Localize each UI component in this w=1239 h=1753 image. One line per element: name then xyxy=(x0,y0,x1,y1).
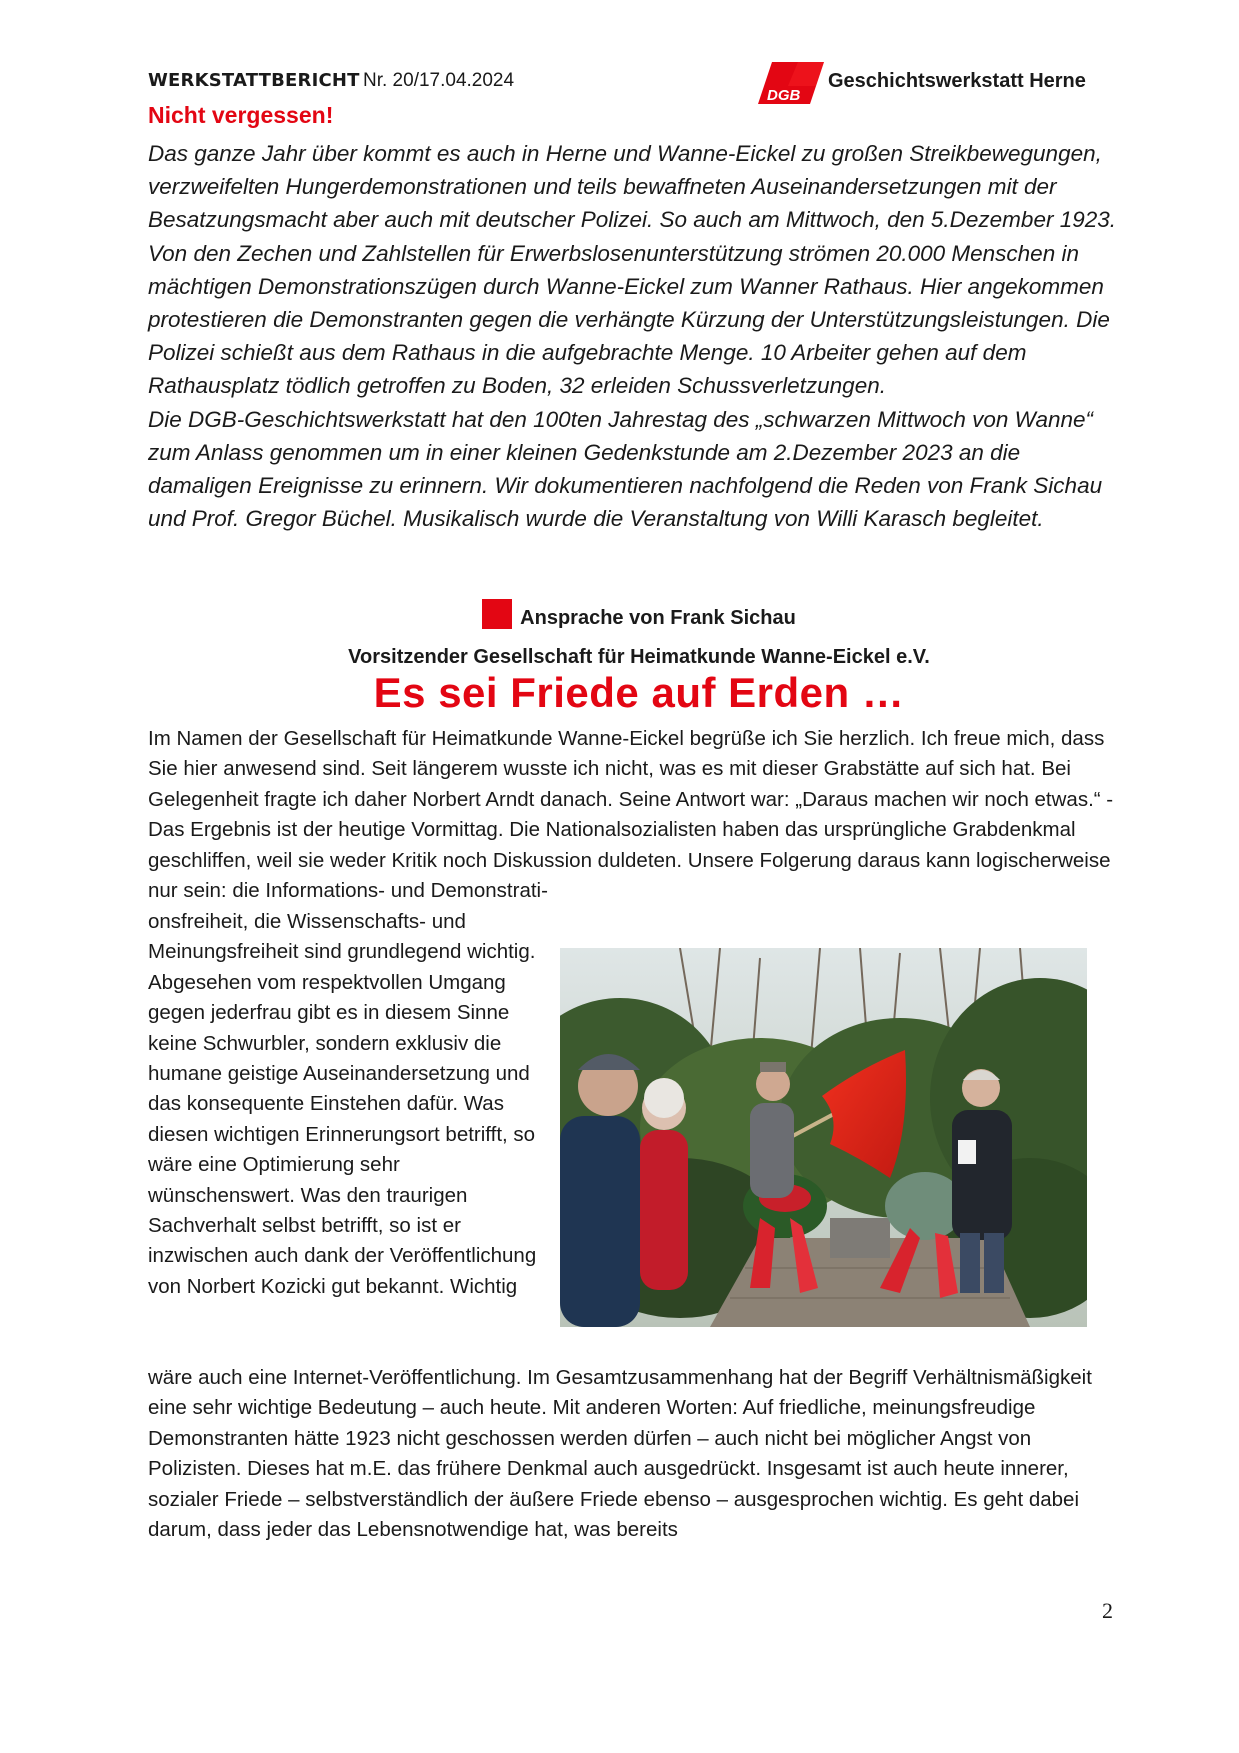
intro-paragraph: Das ganze Jahr über kommt es auch in Herne und Wanne-Eickel zu großen Streikbewegungen, verzweifelten Hungerdemonstrationen und teils bewaffneten Auseinandersetzungen mit der Besatzungsmacht aber auch mit deutscher Polizei. So auch am Mittwoch, den 5.Dezember 1923. Von den Zechen und Zahlstellen für Erwerbslosenunterstützung strömen 20.000 Menschen in mächtigen Demonstrationszügen durch Wanne-Eickel zum Wanner Rathaus. Hier angekommen protestieren die Demonstranten gegen die verhängte Kürzung der Unterstützungsleistungen. Die Polizei schießt aus dem Rathaus in die aufgebrachte Menge. 10 Arbeiter gehen auf dem Rathausplatz tödlich getroffen zu Boden, 32 erleiden Schussverletzungen. xyxy=(148,141,1117,399)
page-number: 2 xyxy=(1102,1598,1113,1623)
speaker-name: Ansprache von Frank Sichau xyxy=(520,607,796,629)
speaker-block xyxy=(148,603,1130,672)
speech-text-left: onsfreiheit, die Wissenschafts- und Meinungsfreiheit sind grundlegend wichtig. Abgesehen vom respektvollen Umgang gegen jederfrau gibt es in diesem Sinne keine Schwurbler, sondern exklusiv die humane geistige Auseinandersetzung und das konsequente Einstehen dafür. Was diesen wichtigen Erinnerungsort betrifft, so wäre eine Optimierung sehr wünschenswert. Was den traurigen Sachverhalt selbst betrifft, so ist er inzwischen auch dank der Veröffentlichung von Norbert Kozicki gut bekannt. Wichtig xyxy=(148,910,537,1298)
organization-name: Geschichtswerkstatt Herne xyxy=(828,70,1086,92)
speech-text-full: Im Namen der Gesellschaft für Heimatkunde Wanne-Eickel begrüße ich Sie herzlich. Ich freue mich, dass Sie hier anwesend sind. Seit längerem wusste ich nicht, was es mit dieser Grabstätte auf sich hat. Bei Gelegenheit fragte ich daher Norbert Arndt danach. Seine Antwort war: „Daraus machen wir noch etwas.“ - Das Ergebnis ist der heutige Vormittag. Die Nationalsozialisten haben das ursprüngliche Grabdenkmal geschliffen, weil sie weder Kritik noch Diskussion duldeten. Unsere Folgerung daraus kann logischerweise nur sein: die Informations- und Demonstrati- xyxy=(148,727,1114,903)
intro-title: Nicht vergessen! xyxy=(148,102,334,128)
speaker-role: Vorsitzender Gesellschaft für Heimatkunde Wanne-Eickel e.V. xyxy=(348,646,930,668)
dgb-logo xyxy=(758,62,824,104)
memorial-photo-image xyxy=(560,948,1087,1327)
speech-title: Es sei Friede auf Erden … xyxy=(373,669,905,716)
red-square-icon xyxy=(482,599,512,629)
speech-text-bottom: wäre auch eine Internet-Veröffentlichung. Im Gesamtzusammenhang hat der Begriff Verhältnismäßigkeit eine sehr wichtige Bedeutung – auch heute. Mit anderen Worten: Auf friedliche, meinungsfreudige Demonstranten hätte 1923 nicht geschossen werden dürfen – auch nicht bei möglicher Angst von Polizisten. Dieses hat m.E. das frühere Denkmal auch ausgedrückt. Insgesamt ist auch heute innerer, sozialer Friede – selbstverständlich der äußere Friede ebenso – ausgesprochen wichtig. Es geht dabei darum, dass jeder das Lebensnotwendige hat, was bereits xyxy=(148,1366,1092,1542)
intro-text xyxy=(148,137,1130,535)
memorial-photo xyxy=(560,948,1087,1327)
speaker-line xyxy=(482,603,796,633)
dgb-logo-text: DGB xyxy=(767,87,801,104)
issue-number: Nr. 20/17.04.2024 xyxy=(363,70,515,91)
series-title: WERKSTATTBERICHT xyxy=(148,70,360,91)
intro-paragraph: Die DGB-Geschichtswerkstatt hat den 100ten Jahrestag des „schwarzen Mittwoch von Wanne“ zum Anlass genommen um in einer kleinen Gedenkstunde am 2.Dezember 2023 an die damaligen Ereignisse zu erinnern. Wir dokumentieren nachfolgend die Reden von Frank Sichau und Prof. Gregor Büchel. Musikalisch wurde die Veranstaltung von Willi Karasch begleitet. xyxy=(148,406,1103,532)
page-header xyxy=(148,62,1123,106)
